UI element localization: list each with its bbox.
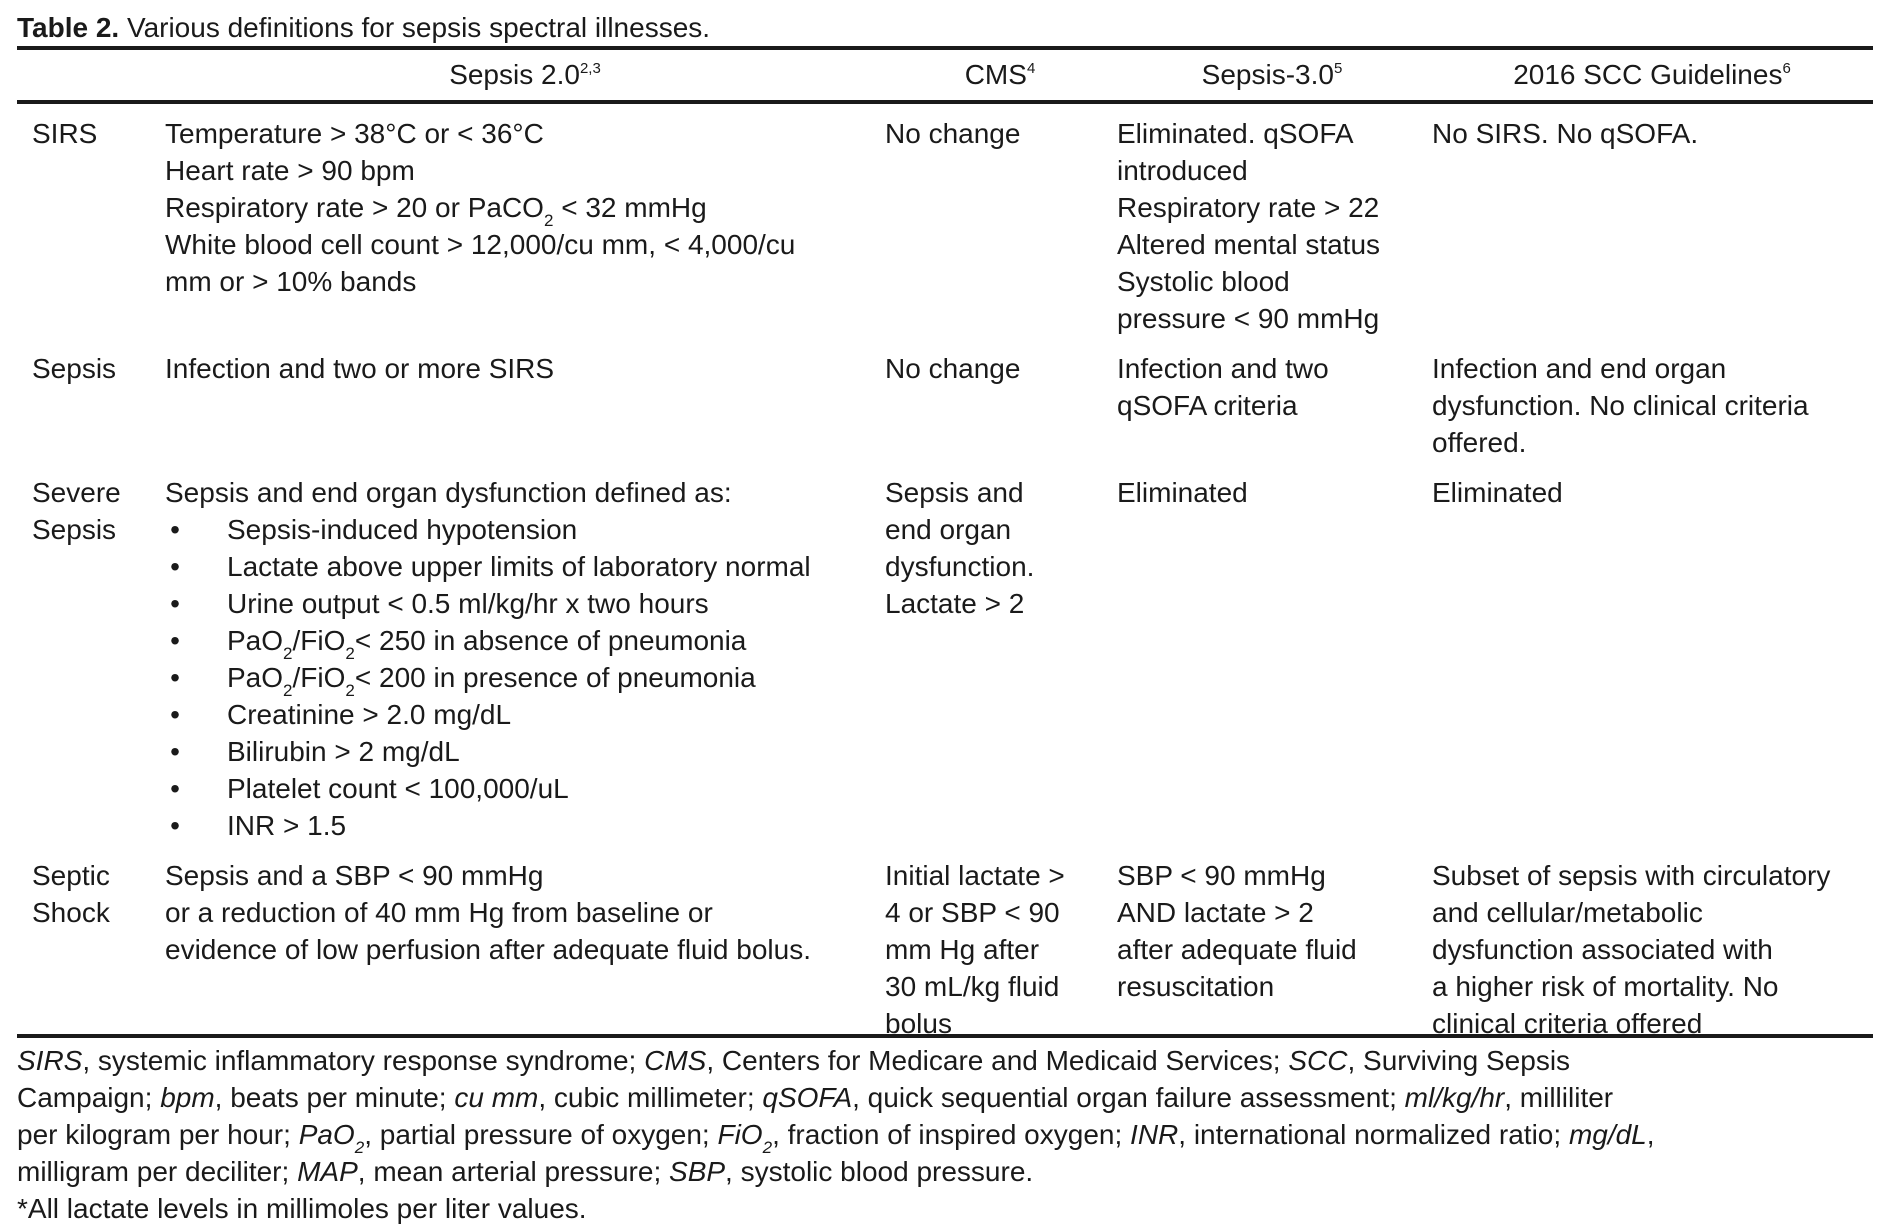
list-item: • Bilirubin > 2 mg/dL — [170, 736, 460, 767]
list-item: • Sepsis-induced hypotension — [170, 514, 578, 545]
table-header — [17, 50, 1873, 100]
table-caption — [17, 10, 1873, 46]
cms-cell: Initial lactate > 4 or SBP < 90 mm Hg after 30 mL/kg fluid bolus — [885, 860, 1065, 1039]
scc-cell: No SIRS. No qSOFA. — [1432, 118, 1699, 149]
header-cms: CMS$^4$ — [964, 59, 1036, 90]
row-label: Severe Sepsis — [32, 477, 121, 545]
table-figure — [17, 10, 1873, 1227]
cms-cell: No change — [885, 118, 1021, 149]
list-item: • INR > 1.5 — [170, 810, 347, 841]
sepsis3-cell: SBP < 90 mmHg AND lactate > 2 after adequate fluid resuscitation — [1117, 860, 1357, 1002]
scc-cell: Eliminated — [1432, 477, 1563, 508]
header-sepsis3: Sepsis-$3.0^5$ — [1201, 59, 1343, 90]
list-item: • Platelet count < 100,000/uL — [170, 773, 569, 804]
scc-cell: Infection and end organ dysfunction. No clinical criteria offered. — [1432, 353, 1809, 458]
list-item: • PaO$_2$/FiO$_2$< 250 in absence of pneumonia — [170, 625, 747, 663]
sepsis2-cell: Sepsis and end organ dysfunction defined as: • Sepsis-induced hypotension • Lactate above upper limits of laboratory normal • Urine output < 0.5 ml/kg/hr x two hours • PaO$_2$/FiO$_2$< 250 in absence of pneumonia • PaO$_2$/FiO$_2$< 200 in presence of pneumonia • Creatinine > 2.0 mg/dL • Bilirubin > 2 mg/dL • Platelet count < 100,000/uL • INR > 1.5 — [165, 474, 885, 844]
row-label: SIRS — [32, 118, 98, 149]
list-item: • PaO$_2$/FiO$_2$< 200 in presence of pneumonia — [170, 662, 756, 700]
sepsis3-cell: Infection and two qSOFA criteria — [1117, 353, 1329, 421]
scc-cell: Subset of sepsis with circulatory and cellular/metabolic dysfunction associated with a higher risk of mortality. No clinical criteria offered — [1432, 860, 1831, 1039]
header-scc: 2016 SCC Guidelines$^6$ — [1513, 59, 1791, 90]
cms-cell: No change — [885, 353, 1021, 384]
list-item: • Urine output < 0.5 ml/kg/hr x two hours — [170, 588, 709, 619]
row-label: Sepsis — [32, 353, 117, 384]
row-label: Septic Shock — [32, 860, 110, 928]
list-item: • Lactate above upper limits of laboratory normal — [170, 551, 811, 582]
caption-text: Various definitions for sepsis spectral illnesses. — [119, 12, 711, 43]
table-body — [17, 104, 1873, 1039]
cms-cell: Sepsis and end organ dysfunction. Lactate > 2 — [885, 477, 1035, 619]
sepsis2-cell: Sepsis and a SBP < 90 mmHg or a reduction of 40 mm Hg from baseline or evidence of low perfusion after adequate fluid bolus. — [165, 860, 811, 965]
table-footnote: SIRS, systemic inflammatory response syndrome; CMS, Centers for Medicare and Medicaid Services; SCC, Surviving Sepsis Campaign; bpm, beats per minute; cu mm, cubic millimeter; qSOFA, quick sequential organ failure assessment; ml/kg/hr, milliliter per kilogram per hour; PaO$_2$, partial pressure of oxygen; FiO$_2$, fraction of inspired oxygen; INR, international normalized ratio; mg/dL, milligram per deciliter; MAP, mean arterial pressure; SBP, systolic blood pressure. *All lactate levels in millimoles per liter values. — [17, 1045, 1655, 1224]
sepsis2-cell: Infection and two or more SIRS — [165, 353, 555, 384]
sepsis3-cell: Eliminated. qSOFA introduced Respiratory rate > 22 Altered mental status Systolic blood pressure < 90 mmHg — [1117, 118, 1381, 334]
caption-label: Table 2. — [17, 12, 120, 43]
sepsis3-cell: Eliminated — [1117, 477, 1248, 508]
sepsis2-cell: Temperature > 38°C or < 36°C Heart rate > 90 bpm Respiratory rate > 20 or PaCO$_2$ < 32 mmHg White blood cell count > 12,000/cu mm, < 4,000/cu mm or > 10% bands — [165, 118, 796, 297]
list-item: • Creatinine > 2.0 mg/dL — [170, 699, 512, 730]
header-sepsis2: Sepsis 2.0$^{2,3}$ — [449, 59, 601, 90]
